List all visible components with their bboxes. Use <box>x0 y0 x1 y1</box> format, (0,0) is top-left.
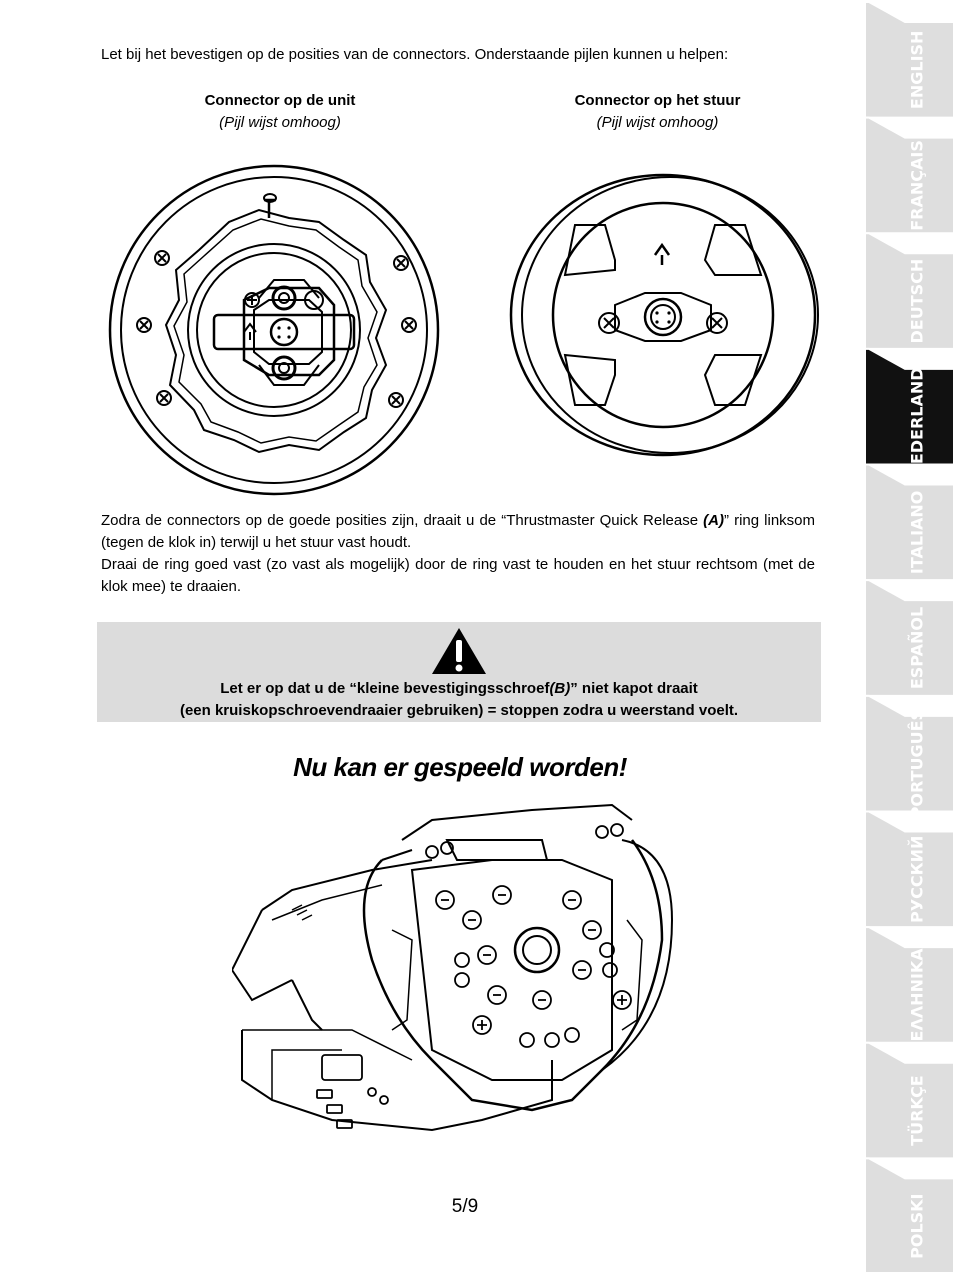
f1-wheel-illustration <box>232 800 702 1140</box>
language-tab-label: РУССКИЙ <box>907 835 927 923</box>
unit-connector-illustration <box>104 160 444 500</box>
language-tab-label: DEUTSCH <box>907 258 927 344</box>
language-tabs <box>865 0 954 1272</box>
language-tab-label: ENGLISH <box>907 30 927 110</box>
language-tab-label: TÜRKÇE <box>907 1075 927 1146</box>
label-a: (A) <box>703 512 724 529</box>
language-tab-0[interactable] <box>865 2 954 118</box>
language-tab-5[interactable] <box>865 580 954 696</box>
language-tab-7[interactable] <box>865 811 954 927</box>
caption-unit-connector <box>160 90 400 134</box>
language-tab-2[interactable] <box>865 233 954 349</box>
language-tab-label: ITALIANO <box>907 490 927 575</box>
language-tab-6[interactable] <box>865 696 954 819</box>
warning-box <box>97 622 821 722</box>
caption-title: Connector op de unit <box>204 92 356 109</box>
language-tab-10[interactable] <box>865 1158 954 1272</box>
warning-triangle-icon <box>430 626 488 676</box>
language-tab-1[interactable] <box>865 118 954 234</box>
language-tab-label: POLSKI <box>907 1193 927 1259</box>
language-tab-label: ESPAÑOL <box>907 606 927 690</box>
caption-wheel-connector <box>535 90 780 134</box>
caption-subtitle: (Pijl wijst omhoog) <box>219 114 341 131</box>
headline: Nu kan er gespeeld worden! <box>293 752 627 782</box>
warning-line-2: (een kruiskopschroevendraaier gebruiken) = stoppen zodra u weerstand voelt. <box>179 702 739 719</box>
language-tab-9[interactable] <box>865 1043 954 1159</box>
caption-title: Connector op het stuur <box>574 92 741 109</box>
instruction-paragraph-1 <box>101 510 815 554</box>
warning-text: Let er op dat u de “kleine bevestigingsschroef <box>220 680 550 697</box>
language-tab-label: ΕΛΛΗΝΙΚΑ <box>907 948 927 1042</box>
paragraph-text: ” ring linksom (tegen de klok in) terwijl u het stuur vast houdt. <box>101 512 815 551</box>
language-tab-label: NEDERLANDS <box>907 355 927 478</box>
caption-subtitle: (Pijl wijst omhoog) <box>596 114 719 131</box>
language-tab-8[interactable] <box>865 927 954 1043</box>
paragraph-text: Zodra de connectors op de goede posities zijn, draait u de “Thrustmaster Quick Release <box>101 512 704 529</box>
language-tab-label: PORTUGUÊS <box>907 708 927 819</box>
wheel-connector-illustration <box>505 165 825 465</box>
warning-text: ” niet kapot draait <box>570 680 698 697</box>
intro-text: Let bij het bevestigen op de posities van de connectors. Onderstaande pijlen kunnen u helpen: <box>101 46 729 63</box>
language-tab-4[interactable] <box>865 465 954 581</box>
warning-line-1 <box>97 680 821 697</box>
instruction-paragraph-2: Draai de ring goed vast (zo vast als mogelijk) door de ring vast te houden en het stuur rechtsom (met de klok mee) te draaien. <box>101 556 815 595</box>
page-number: 5/9 <box>451 1196 479 1217</box>
label-b: (B) <box>549 680 571 697</box>
language-tab-3[interactable] <box>865 349 954 478</box>
language-tab-label: FRANÇAIS <box>907 140 927 231</box>
